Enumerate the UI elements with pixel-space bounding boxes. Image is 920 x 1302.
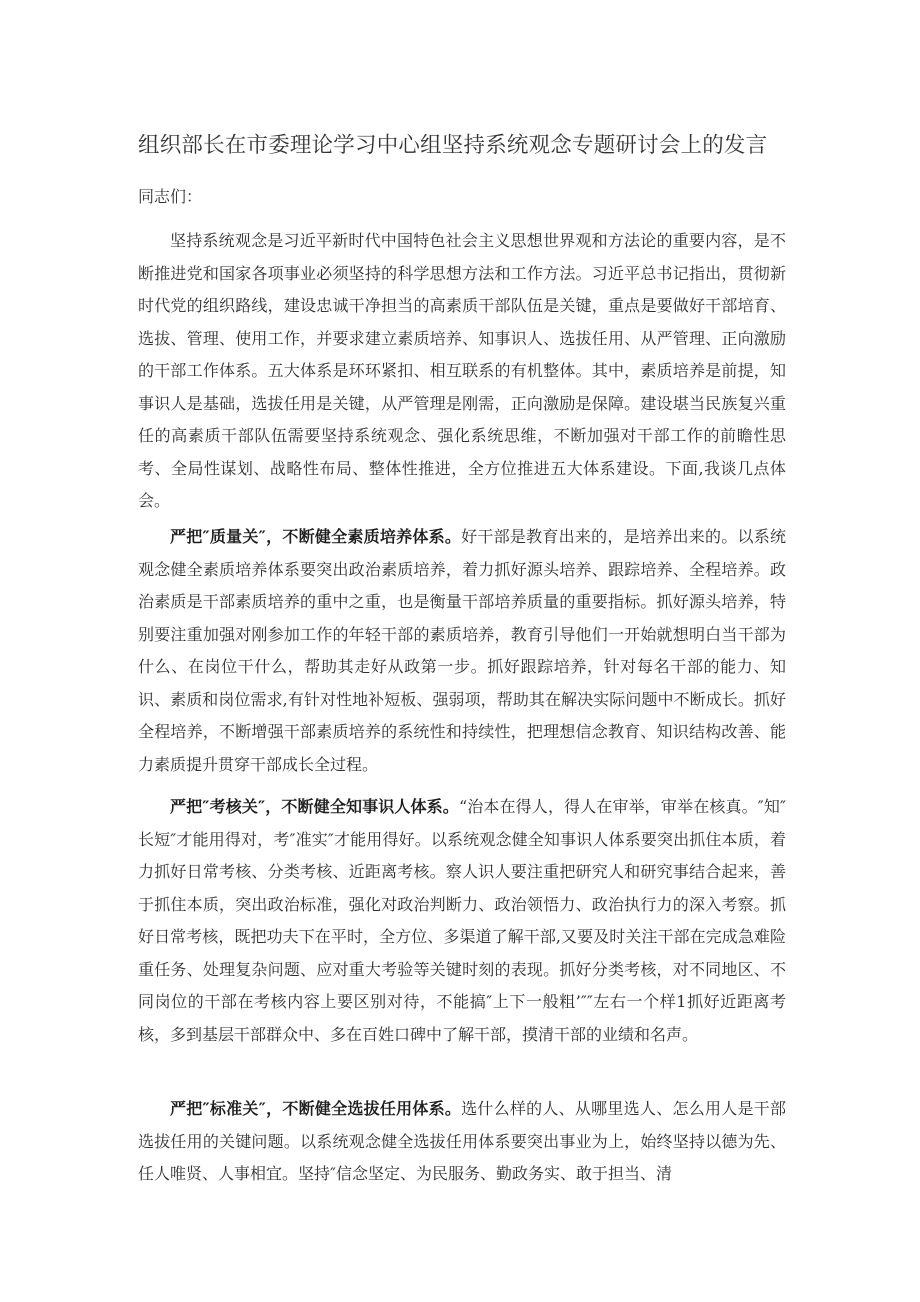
paragraph-heading: 严把″考核关″，不断健全知事识人体系。 [170, 797, 459, 816]
paragraph-body: “治本在得人，得人在审举，审举在核真。″知″长短″才能用得对，考″准实″才能用得好。以系统观念健全知事识人体系要突出抓住本质，着力抓好日常考核、分类考核、近距离考核。察人识人要注重把研究人和研究事结合起来，善于抓住本质，突出政治标准，强化对政治判断力、政治领悟力、政治执行力的深入考察。抓好日常考核，既把功夫下在平时，全方位、多渠道了解干部,又要及时关注干部在完成急难险重任务、处理复杂问题、应对重大考验等关键时刻的表现。抓好分类考核，对不同地区、不同岗位的干部在考核内容上要区别对待，不能搞″上下一般粗’″″左右一个样1抓好近距离考核，多到基层干部群众中、多在百姓口碑中了解干部，摸清干部的业绩和名声。 [138, 797, 786, 1044]
salutation: 同志们： [138, 187, 203, 206]
document-title: 组织部长在市委理论学习中心组坚持系统观念专题研讨会上的发言 [138, 133, 768, 158]
paragraph-body: 坚持系统观念是习近平新时代中国特色社会主义思想世界观和方法论的重要内容，是不断推进党和国家各项事业必须坚持的科学思想方法和工作方法。习近平总书记指出，贯彻新时代党的组织路线，建设忠诚干净担当的高素质干部队伍是关键，重点是要做好干部培育、选拔、管理、使用工作，并要求建立素质培养、知事识人、选拔任用、从严管理、正向激励的干部工作体系。五大体系是环环紧扣、相互联系的有机整体。其中，素质培养是前提，知事识人是基础，选拔任用是关键，从严管理是刚需，正向激励是保障。建设堪当民族复兴重任的高素质干部队伍需要坚持系统观念、强化系统思维，不断加强对干部工作的前瞻性思考、全局性谋划、战略性布局、整体性推进，全方位推进五大体系建设。下面,我谈几点体会。 [138, 231, 786, 510]
paragraph-body: 选什么样的人、从哪里选人、怎么用人是干部选拔任用的关键问题。以系统观念健全选拔任用体系要突出事业为上，始终坚持以德为先、任人唯贤、人事相宜。坚持″信念坚定、为民服务、勤政务实、敢于担当、清 [138, 1099, 786, 1183]
paragraph-assessment [138, 791, 786, 1051]
paragraph-standard [138, 1093, 786, 1191]
paragraph-body: 好干部是教育出来的，是培养出来的。以系统观念健全素质培养体系要突出政治素质培养，着力抓好源头培养、跟踪培养、全程培养。政治素质是干部素质培养的重中之重，也是衡量干部培养质量的重要指标。抓好源头培养，特别要注重加强对刚参加工作的年轻干部的素质培养，教育引导他们一开始就想明白当干部为什么、在岗位干什么，帮助其走好从政第一步。抓好跟踪培养，针对每名干部的能力、知识、素质和岗位需求,有针对性地补短板、强弱项，帮助其在解决实际问题中不断成长。抓好全程培养，不断增强干部素质培养的系统性和持续性，把理想信念教育、知识结构改善、能力素质提升贯穿干部成长全过程。 [138, 527, 786, 774]
paragraph-intro [138, 225, 786, 518]
paragraph-heading: 严把″标准关″，不断健全选拔任用体系。 [170, 1099, 462, 1118]
paragraph-quality [138, 521, 786, 781]
paragraph-heading: 严把″质量关″，不断健全素质培养体系。 [170, 527, 462, 546]
